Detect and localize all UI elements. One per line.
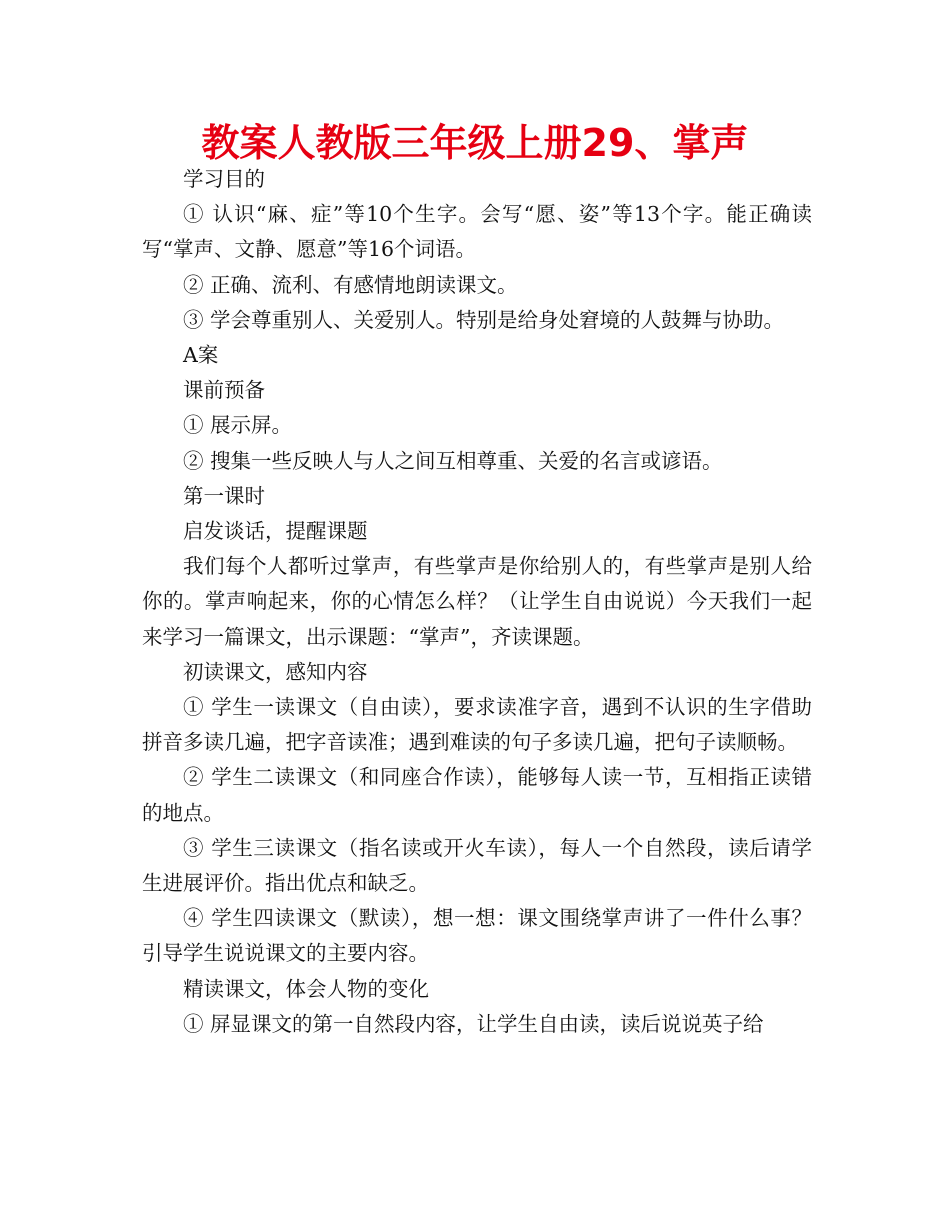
heading-first-lesson: 第一课时 xyxy=(183,483,265,508)
heading-first-reading: 初读课文，感知内容 xyxy=(183,659,368,684)
paragraph-reading-2: ② 学生二读课文（和同座合作读），能够每人读一节，互相指正读错的地点。 xyxy=(142,765,812,825)
heading-plan-a: A案 xyxy=(183,343,219,368)
document-body xyxy=(142,162,812,1042)
heading-introduction: 启发谈话，提醒课题 xyxy=(183,519,368,544)
heading-preparation: 课前预备 xyxy=(183,378,265,403)
paragraph-reading-1: ① 学生一读课文（自由读），要求读准字音，遇到不认识的生字借助拼音多读几遍，把字音读准；遇到难读的句子多读几遍，把句子读顺畅。 xyxy=(142,695,812,755)
paragraph-reading-3: ③ 学生三读课文（指名读或开火车读），每人一个自然段，读后请学生进展评价。指出优点和缺乏。 xyxy=(142,835,812,896)
paragraph-close-reading-1: ① 屏显课文的第一自然段内容，让学生自由读，读后说说英子给 xyxy=(183,1011,764,1036)
paragraph-introduction: 我们每个人都听过掌声，有些掌声是你给别人的，有些掌声是别人给你的。掌声响起来，你的心情怎么样？（让学生自由说说）今天我们一起来学习一篇课文，出示课题：“掌声”，齐读课题。 xyxy=(142,554,812,649)
paragraph-prep-2: ② 搜集一些反映人与人之间互相尊重、关爱的名言或谚语。 xyxy=(183,448,723,473)
paragraph-reading-4: ④ 学生四读课文（默读），想一想：课文围绕掌声讲了一件什么事？引导学生说说课文的主要内容。 xyxy=(142,906,812,966)
heading-close-reading: 精读课文，体会人物的变化 xyxy=(183,976,429,1001)
document-title: 教案人教版三年级上册29、掌声 xyxy=(201,121,749,165)
paragraph-goal-1: ① 认识“麻、症”等10个生字。会写“愿、姿”等13个字。能正确读写“掌声、文静、愿意”等16个词语。 xyxy=(142,202,812,262)
heading-learning-goals: 学习目的 xyxy=(183,167,265,191)
paragraph-goal-3: ③ 学会尊重别人、关爱别人。特别是给身处窘境的人鼓舞与协助。 xyxy=(183,307,785,332)
paragraph-prep-1: ① 展示屏。 xyxy=(183,413,293,438)
paragraph-goal-2: ② 正确、流利、有感情地朗读课文。 xyxy=(183,272,518,297)
